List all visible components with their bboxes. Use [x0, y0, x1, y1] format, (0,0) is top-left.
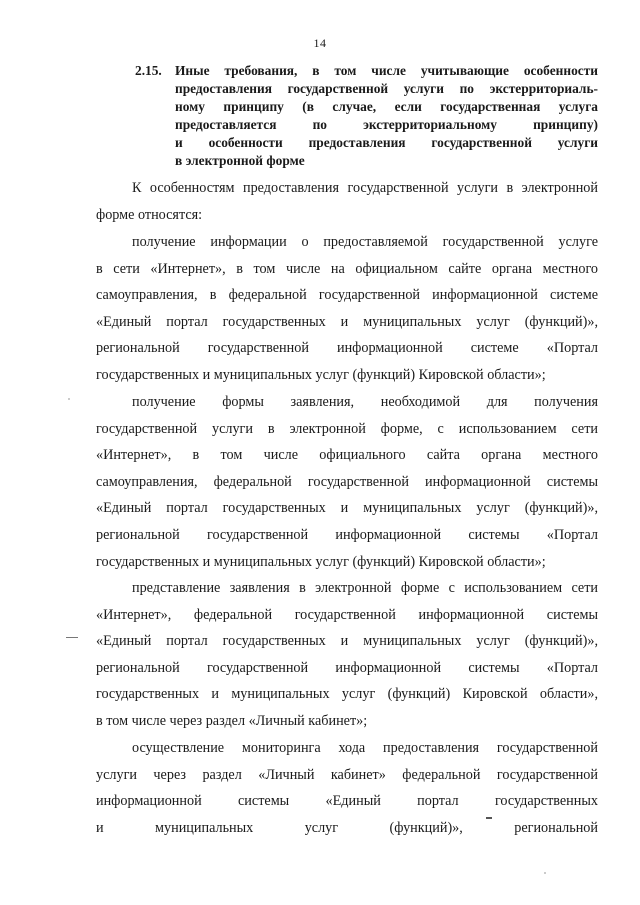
- section-number: 2.15.: [135, 63, 162, 78]
- paragraph-line: услуги через раздел «Личный кабинет» федеральной государственной: [96, 766, 598, 783]
- paragraph-line: осуществление мониторинга хода предоставления государственной: [132, 740, 598, 756]
- paragraph-line: государственных и муниципальных услуг (функций) Кировской области»,: [96, 686, 598, 703]
- paragraph-monitoring: [96, 735, 598, 841]
- scan-dot: [68, 398, 70, 400]
- page-number: 14: [313, 36, 327, 50]
- paragraph-line: самоуправления, федеральной государственной информационной системы: [96, 473, 598, 490]
- scan-dot: [544, 872, 546, 874]
- paragraph-line: получение формы заявления, необходимой для получения: [132, 394, 598, 410]
- paragraph-line: «Интернет», в том числе официального сайта органа местного: [96, 447, 598, 464]
- heading-line: Иные требования, в том числе учитывающие особенности: [175, 63, 598, 78]
- paragraph-line: «Интернет», федеральной государственной информационной системы: [96, 606, 598, 623]
- paragraph-line: и муниципальных услуг (функций)», региональной: [96, 819, 598, 836]
- paragraph-line: «Единый портал государственных и муниципальных услуг (функций)»,: [96, 500, 598, 517]
- heading-line: предоставляется по экстерриториальному принципу): [175, 117, 598, 132]
- paragraph-line: региональной государственной информационной системы «Портал: [96, 526, 598, 543]
- scan-mark: [486, 817, 492, 819]
- heading-line: предоставления государственной услуги по экстерриториаль-: [175, 81, 598, 96]
- paragraph-line: самоуправления, в федеральной государственной информационной системе: [96, 287, 598, 304]
- paragraph-line: региональной государственной информационной системы «Портал: [96, 659, 598, 676]
- paragraph-line: государственных и муниципальных услуг (функций) Кировской области»;: [96, 553, 546, 570]
- paragraph-line: получение информации о предоставляемой государственной услуге: [132, 234, 598, 250]
- paragraph-line: представление заявления в электронной форме с использованием сети: [132, 580, 598, 596]
- paragraph-submission: [96, 575, 598, 735]
- paragraph-line: «Единый портал государственных и муниципальных услуг (функций)»,: [96, 313, 598, 330]
- paragraph-line: государственной услуги в электронной форме, с использованием сети: [96, 420, 598, 437]
- heading-line: ному принципу (в случае, если государственная услуга: [175, 99, 598, 114]
- paragraph-line: в том числе через раздел «Личный кабинет»;: [96, 712, 368, 729]
- paragraph-line: К особенностям предоставления государственной услуги в электронной: [132, 180, 598, 196]
- heading-line: в электронной форме: [175, 153, 305, 168]
- paragraph-line: в сети «Интернет», в том числе на официальном сайте органа местного: [96, 260, 598, 277]
- paragraph-line: государственных и муниципальных услуг (функций) Кировской области»;: [96, 366, 546, 383]
- scan-mark: [66, 637, 78, 638]
- paragraph-line: форме относятся:: [96, 206, 203, 223]
- paragraph-line: информационной системы «Единый портал государственных: [96, 793, 598, 810]
- paragraph-intro: [96, 175, 598, 228]
- paragraph-form: [96, 389, 598, 575]
- paragraph-line: региональной государственной информационной системе «Портал: [96, 340, 598, 357]
- section-heading: [135, 62, 598, 170]
- heading-line: и особенности предоставления государственной услуги: [175, 135, 598, 150]
- paragraph-info: [96, 229, 598, 389]
- paragraph-line: «Единый портал государственных и муниципальных услуг (функций)»,: [96, 633, 598, 650]
